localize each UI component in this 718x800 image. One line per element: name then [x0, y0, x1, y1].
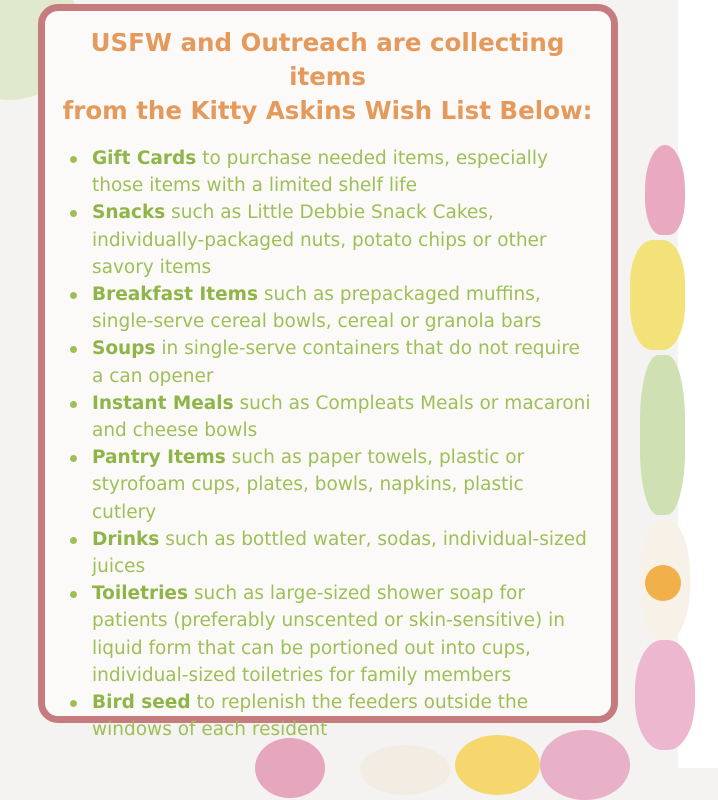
list-item-bird-seed — [62, 689, 593, 743]
yellow-flower-decoration — [455, 735, 540, 795]
bullet-icon — [70, 401, 77, 408]
bullet-icon — [70, 156, 77, 163]
list-item-breakfast-items — [62, 281, 593, 335]
title-line-1: USFW and Outreach are collecting items — [90, 28, 565, 91]
item-description: such as Compleats Meals or macaroni and cheese bowls — [92, 392, 591, 442]
title-line-2: from the Kitty Askins Wish List Below: — [62, 96, 593, 125]
item-term: Instant Meals — [92, 392, 234, 414]
item-description: such as large-sized shower soap for patients (preferably unscented or skin-sensitive) in liquid form that can be portioned out into cups, individual-sized toiletries for family members — [92, 583, 565, 686]
list-item-pantry-items — [62, 444, 593, 526]
item-description: in single-serve containers that do not require a can opener — [92, 338, 580, 387]
pink-tulip-decoration — [635, 640, 695, 750]
wish-list-card — [38, 4, 618, 741]
bullet-icon — [70, 292, 77, 299]
list-item-drinks — [62, 526, 593, 580]
wish-list-title — [62, 26, 593, 128]
list-item-soups — [62, 335, 593, 389]
item-term: Drinks — [92, 528, 160, 550]
item-description: to replenish the feeders outside the windows of each resident — [92, 692, 529, 741]
item-term: Snacks — [92, 202, 166, 224]
bullet-icon — [70, 346, 77, 353]
bullet-icon — [70, 210, 77, 217]
item-description: to purchase needed items, especially those items with a limited shelf life — [92, 148, 548, 197]
item-description: such as prepackaged muffins, single-serve cereal bowls, cereal or granola bars — [92, 284, 542, 333]
list-item-instant-meals — [62, 390, 593, 444]
item-term: Pantry Items — [92, 447, 226, 469]
daffodil-decoration — [630, 240, 685, 350]
bullet-icon — [70, 700, 77, 707]
wish-list — [62, 145, 593, 743]
item-term: Bird seed — [92, 692, 191, 714]
item-description: such as bottled water, sodas, individual-sized juices — [92, 528, 587, 578]
daffodil-center-decoration — [645, 565, 681, 601]
list-item-toiletries — [62, 580, 593, 689]
tulip-bottom-decoration — [255, 738, 325, 798]
item-term: Gift Cards — [92, 148, 197, 169]
list-item-snacks — [62, 199, 593, 281]
leaf-decoration — [640, 355, 685, 515]
item-term: Breakfast Items — [92, 284, 258, 306]
list-item-gift-cards — [62, 145, 593, 199]
item-description: such as paper towels, plastic or styrofoam cups, plates, bowls, napkins, plastic cutlery — [92, 447, 525, 523]
white-flower-decoration — [360, 745, 450, 795]
item-term: Soups — [92, 338, 156, 360]
bullet-icon — [70, 591, 77, 598]
bullet-icon — [70, 455, 77, 462]
bullet-icon — [70, 537, 77, 544]
item-description: such as Little Debbie Snack Cakes, individually-packaged nuts, potato chips or other savory items — [92, 202, 547, 278]
item-term: Toiletries — [92, 583, 188, 605]
tulip-decoration — [645, 145, 685, 235]
